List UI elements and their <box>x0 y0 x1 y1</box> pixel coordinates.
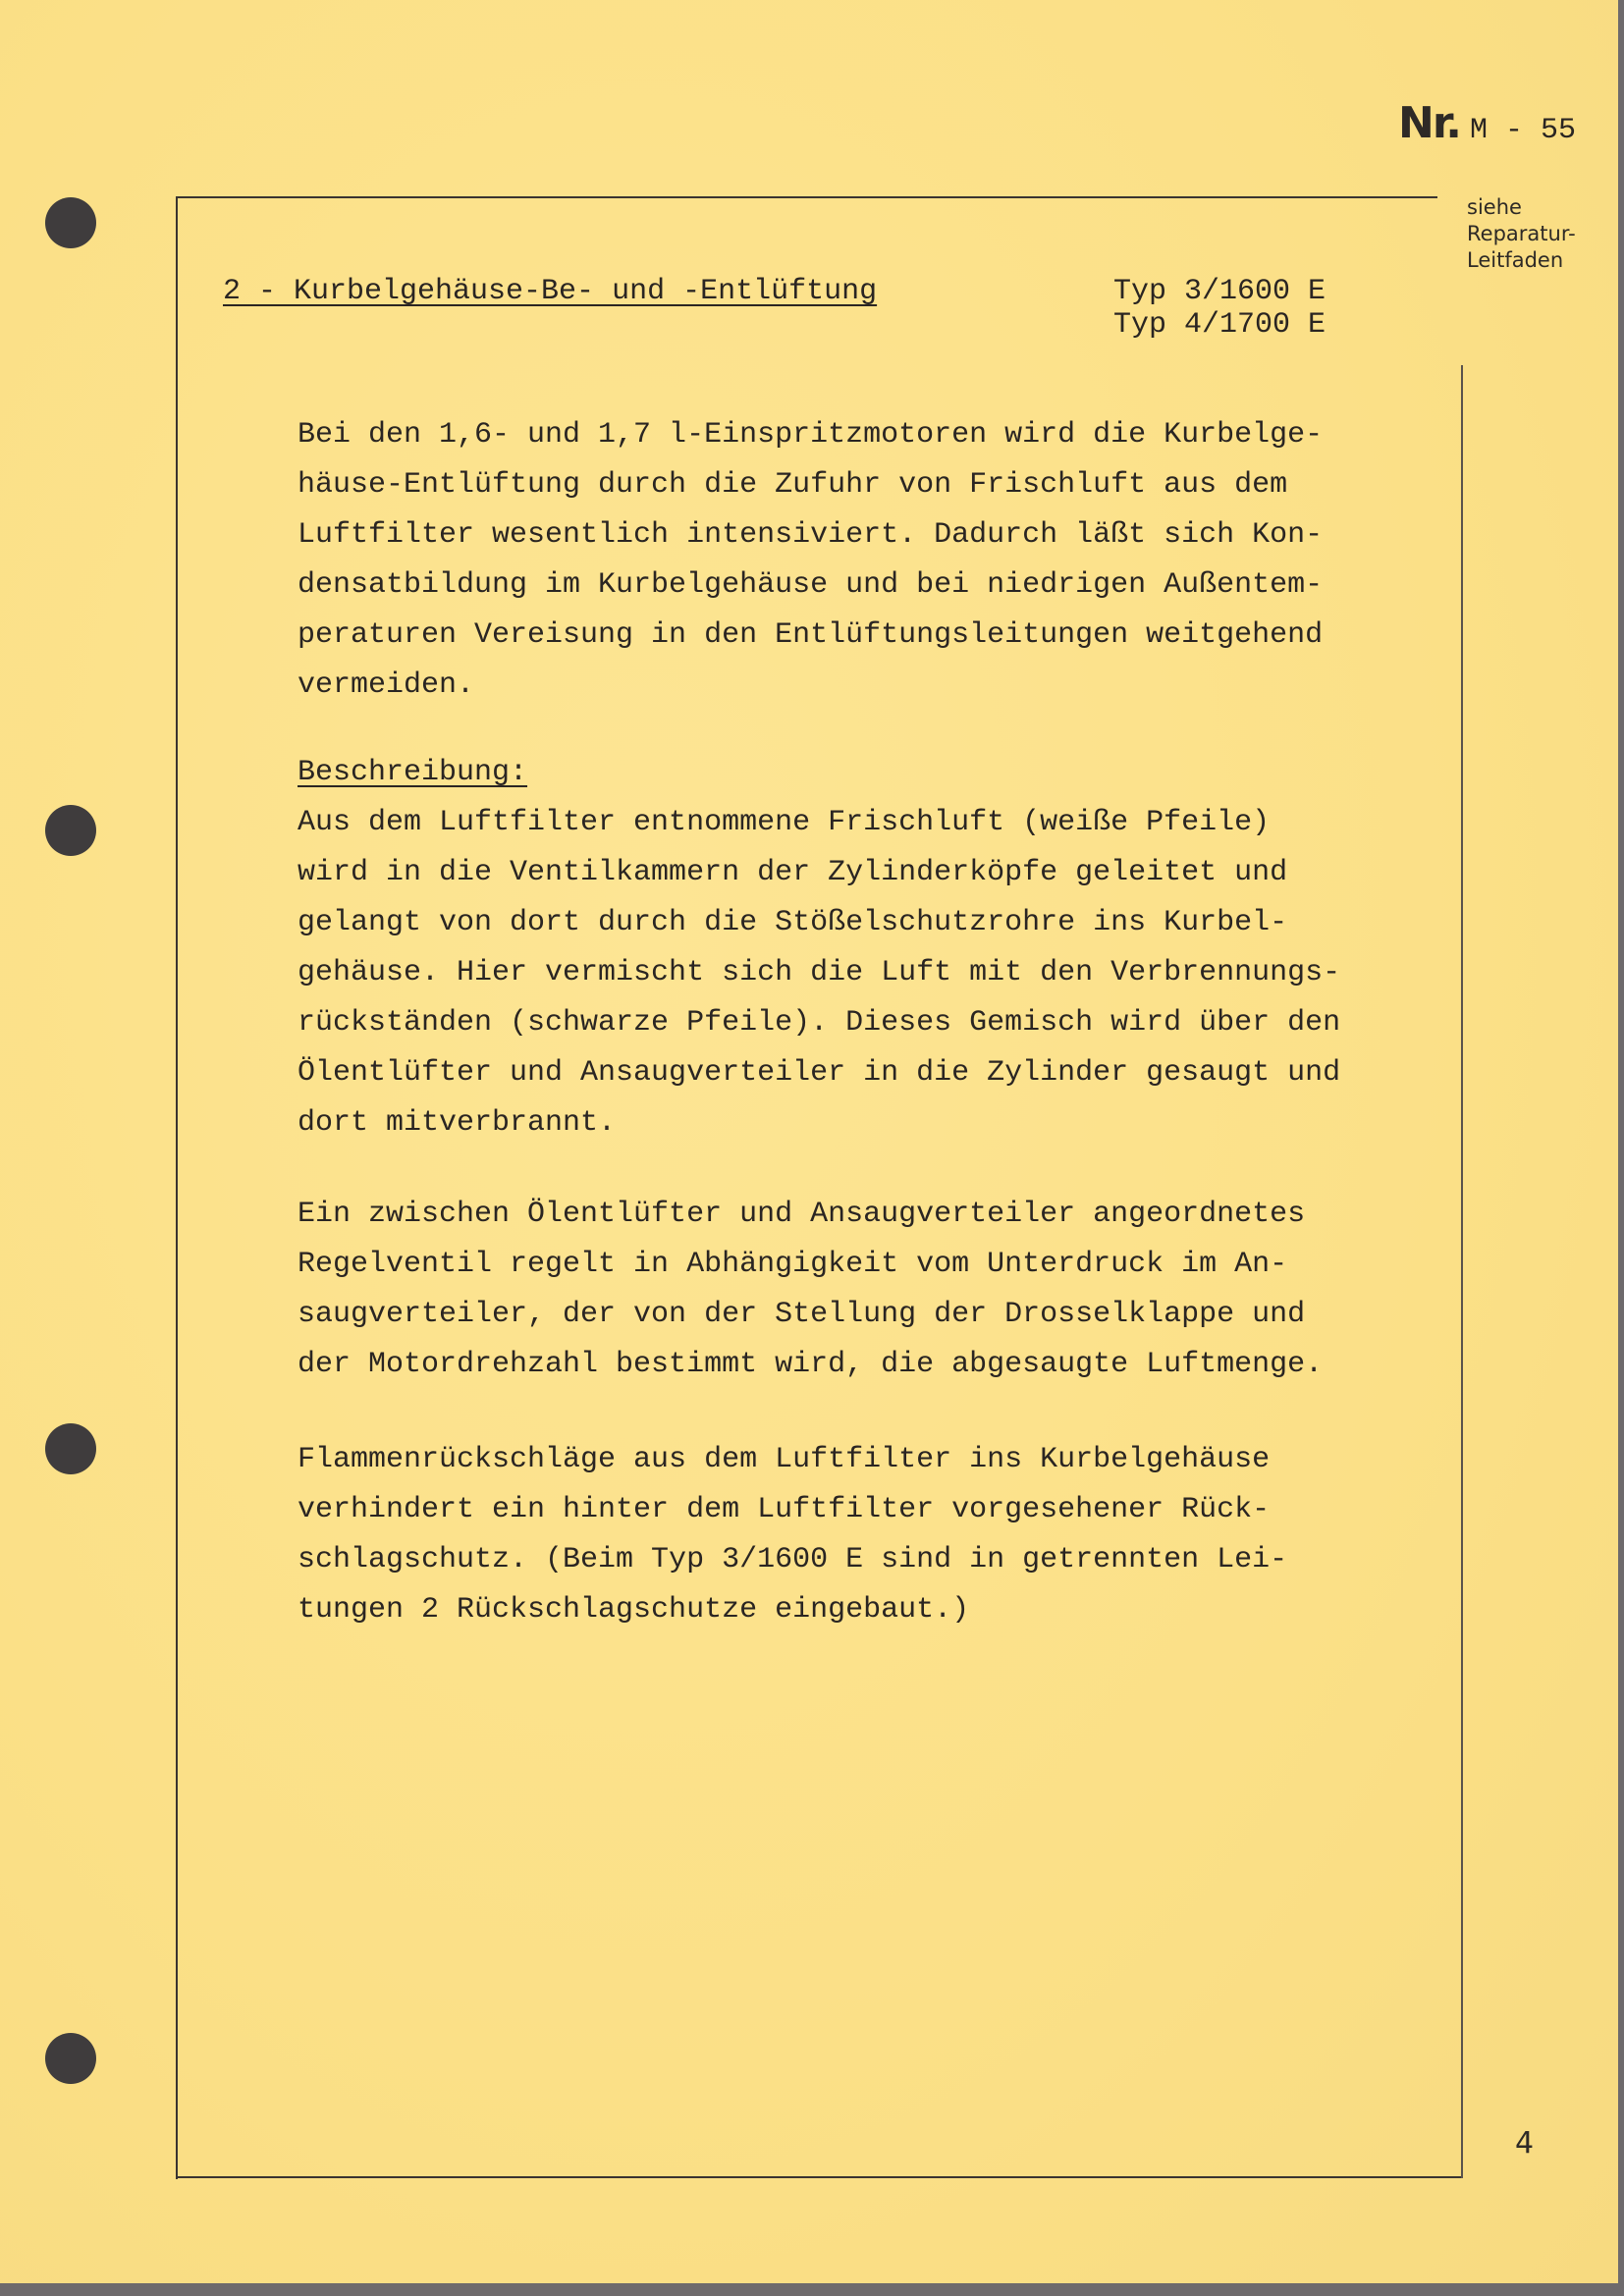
description-heading: Beschreibung: <box>298 756 528 789</box>
side-note-line: Reparatur- <box>1467 222 1576 245</box>
text-line: gelangt von dort durch die Stößelschutzrohre ins Kurbel- <box>298 906 1288 939</box>
text-line: Regelventil regelt in Abhängigkeit vom Unterdruck im An- <box>298 1248 1288 1281</box>
text-line: der Motordrehzahl bestimmt wird, die abgesaugte Luftmenge. <box>298 1348 1324 1381</box>
text-line: densatbildung im Kurbelgehäuse und bei niedrigen Außentem- <box>298 568 1324 602</box>
frame-top-line <box>176 196 1437 198</box>
document-number <box>1398 98 1576 148</box>
punch-hole <box>45 805 96 856</box>
text-line: saugverteiler, der von der Stellung der Drosselklappe und <box>298 1298 1306 1331</box>
frame-bottom-line <box>176 2176 1462 2178</box>
text-line: vermeiden. <box>298 668 475 702</box>
text-line: gehäuse. Hier vermischt sich die Luft mit den Verbrennungs- <box>298 956 1341 989</box>
frame-right-line <box>1461 365 1463 2178</box>
text-line: peraturen Vereisung in den Entlüftungsleitungen weitgehend <box>298 618 1324 652</box>
punch-hole <box>45 2033 96 2084</box>
nr-label: Nr. <box>1398 98 1460 148</box>
page-number: 4 <box>1515 2126 1535 2161</box>
side-note-line: Leitfaden <box>1467 248 1564 272</box>
text-line: Flammenrückschläge aus dem Luftfilter ins Kurbelgehäuse <box>298 1443 1271 1476</box>
text-line: wird in die Ventilkammern der Zylinderköpfe geleitet und <box>298 856 1288 889</box>
text-line: Bei den 1,6- und 1,7 l-Einspritzmotoren wird die Kurbelge- <box>298 418 1324 452</box>
punch-hole <box>45 1423 96 1474</box>
punch-hole <box>45 197 96 248</box>
text-line: Luftfilter wesentlich intensiviert. Dadurch läßt sich Kon- <box>298 518 1324 552</box>
text-line: tungen 2 Rückschlagschutze eingebaut.) <box>298 1593 970 1627</box>
text-line: Ölentlüfter und Ansaugverteiler in die Zylinder gesaugt und <box>298 1056 1341 1090</box>
type-label: Typ 3/1600 E <box>1113 275 1326 308</box>
side-note-line: siehe <box>1467 195 1522 219</box>
text-line: Ein zwischen Ölentlüfter und Ansaugverteiler angeordnetes <box>298 1198 1306 1231</box>
doc-code: M - 55 <box>1469 114 1576 147</box>
text-line: verhindert ein hinter dem Luftfilter vorgesehener Rück- <box>298 1493 1271 1526</box>
text-line: schlagschutz. (Beim Typ 3/1600 E sind in getrennten Lei- <box>298 1543 1288 1576</box>
valve-paragraph <box>298 1190 1323 1390</box>
description-paragraph <box>298 748 1340 1148</box>
text-line: Aus dem Luftfilter entnommene Frischluft (weiße Pfeile) <box>298 806 1271 839</box>
intro-paragraph <box>298 410 1323 711</box>
text-line: häuse-Entlüftung durch die Zufuhr von Frischluft aus dem <box>298 468 1288 502</box>
flashback-paragraph <box>298 1435 1287 1635</box>
frame-left-line <box>176 196 178 2179</box>
text-line: dort mitverbrannt. <box>298 1106 617 1140</box>
section-heading: 2 - Kurbelgehäuse-Be- und -Entlüftung <box>223 275 878 308</box>
side-note <box>1467 194 1576 274</box>
type-list <box>1113 275 1326 342</box>
text-line: rückständen (schwarze Pfeile). Dieses Gemisch wird über den <box>298 1006 1341 1040</box>
type-label: Typ 4/1700 E <box>1113 308 1326 342</box>
